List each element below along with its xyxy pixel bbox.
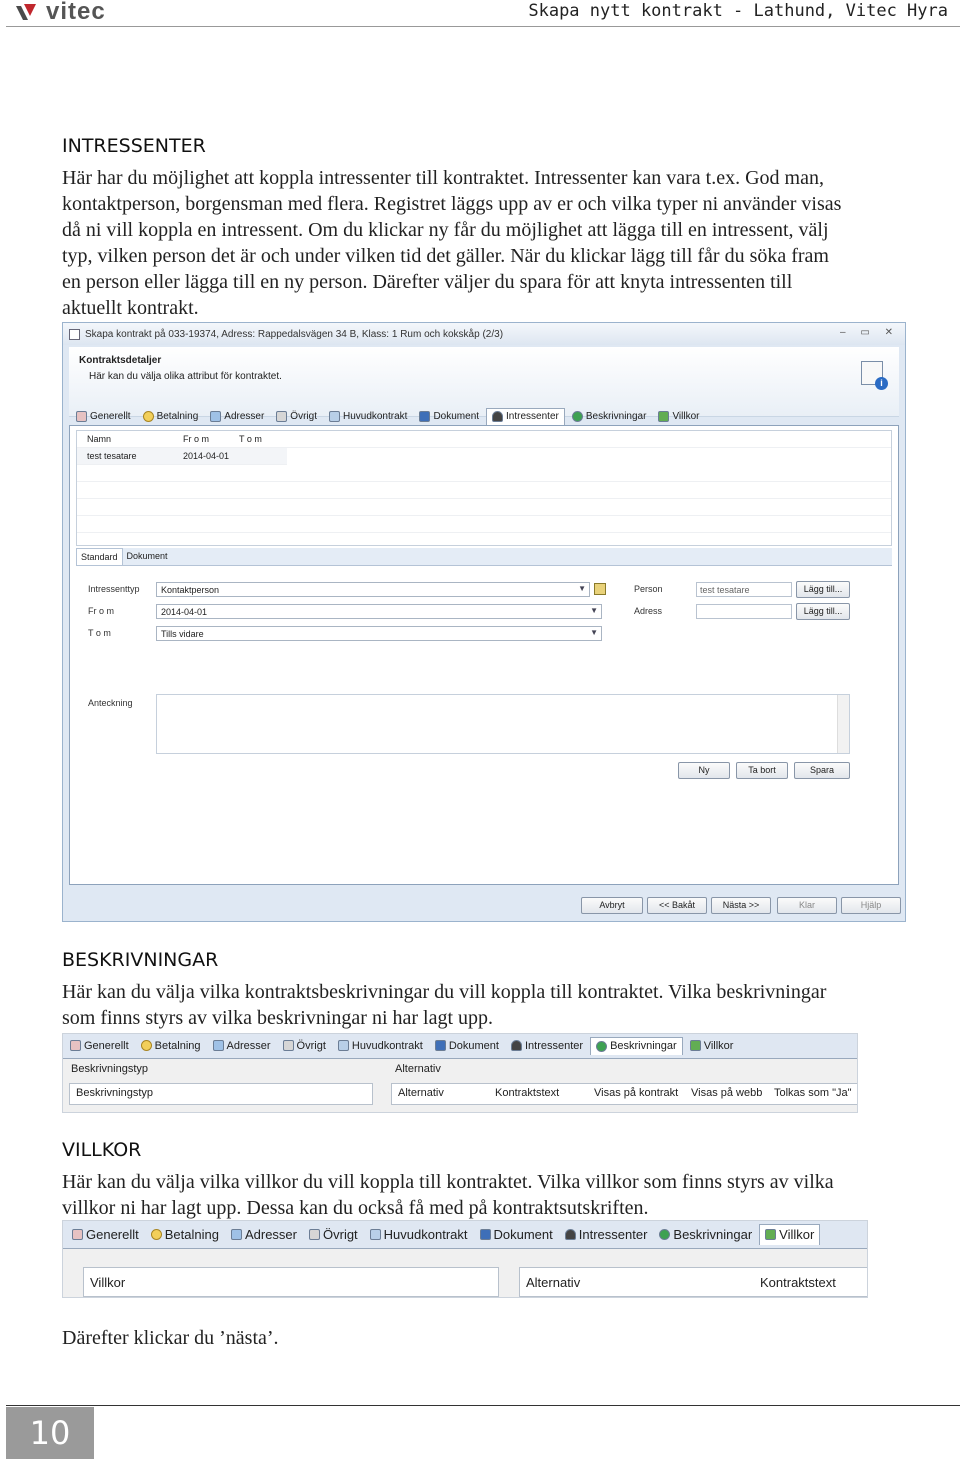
- tab-label: Generellt: [90, 411, 131, 422]
- tab-dokument[interactable]: [430, 1038, 504, 1055]
- coin-icon: [143, 411, 154, 422]
- text-line: typ, vilken person det är och under vilken tid det gäller. När du klickar lägg till får du söka fram: [62, 245, 829, 267]
- beskrivningstyp-column[interactable]: Beskrivningstyp: [69, 1083, 373, 1105]
- logo-text: vitec: [46, 0, 106, 25]
- lagg-till-person-button[interactable]: Lägg till...: [796, 581, 850, 598]
- wizard-title: Kontraktsdetaljer: [79, 355, 162, 366]
- header-divider: [6, 26, 960, 27]
- misc-icon: [276, 411, 287, 422]
- contract-wizard-window: [62, 322, 906, 922]
- tab-generellt[interactable]: [67, 1225, 144, 1245]
- tab-panel-intressenter: [69, 425, 899, 885]
- address-icon: [231, 1229, 242, 1240]
- contract-icon: [338, 1040, 349, 1051]
- avbryt-button[interactable]: Avbryt: [581, 897, 643, 914]
- text-line: som finns styrs av vilka beskrivningar ni har lagt upp.: [62, 1007, 494, 1029]
- text-line: en person eller lägga till en ny person. Därefter väljer du spara för att knyta intressenten till: [62, 271, 793, 293]
- tom-label: T o m: [88, 628, 111, 638]
- tab-label: Beskrivningar: [585, 411, 647, 422]
- tab-label: Dokument: [448, 1039, 499, 1052]
- document-icon: [480, 1229, 491, 1240]
- tab-label: Huvudkontrakt: [342, 411, 408, 422]
- coin-icon: [141, 1040, 152, 1051]
- tab-villkor[interactable]: [653, 409, 704, 425]
- checklist-icon: [765, 1229, 776, 1240]
- tab-label: Intressenter: [578, 1226, 648, 1242]
- text-line: villkor ni har lagt upp. Dessa kan du också få med på kontraktsutskriften.: [62, 1197, 649, 1219]
- tab-beskrivningar[interactable]: [590, 1037, 683, 1055]
- tab-label: Adresser: [244, 1226, 297, 1242]
- column-header: Fr o m: [183, 434, 209, 444]
- text-line: kontaktperson, borgensman med flera. Registret läggs upp av er och vilka typer ni använder visas: [62, 193, 842, 215]
- tab-intressenter[interactable]: [506, 1038, 588, 1055]
- section-heading-intressenter: INTRESSENTER: [62, 135, 206, 157]
- info-document-icon: [861, 361, 883, 385]
- person-icon: [565, 1229, 576, 1240]
- tab-dokument[interactable]: [475, 1225, 558, 1245]
- address-icon: [213, 1040, 224, 1051]
- person-field[interactable]: test tesatare: [696, 582, 792, 597]
- villkor-column[interactable]: Villkor: [83, 1267, 499, 1297]
- text-line: då ni vill koppla en intressent. Om du klickar ny får du möjlighet att lägga till en intressent, välj: [62, 219, 829, 241]
- hjalp-button[interactable]: Hjälp: [841, 897, 901, 914]
- tab-label: Intressenter: [524, 1039, 584, 1052]
- chevron-down-icon: ▼: [590, 606, 598, 615]
- group-alternativ: Alternativ: [395, 1063, 441, 1075]
- page-header: [0, 0, 960, 28]
- group-beskrivningstyp: Beskrivningstyp: [71, 1063, 149, 1075]
- column-header[interactable]: Visas på kontrakt: [594, 1087, 679, 1099]
- wizard-footer: [69, 889, 899, 917]
- closing-text: Därefter klickar du ’nästa’.: [62, 1327, 279, 1349]
- anteckning-textarea[interactable]: [156, 694, 850, 754]
- tab-label: Adresser: [224, 411, 265, 422]
- table-row[interactable]: [77, 448, 287, 465]
- tab-strip: [63, 1034, 857, 1059]
- tab-label: Generellt: [84, 1039, 129, 1052]
- tab-label: Villkor: [779, 1227, 815, 1242]
- cell-namn: test tesatare: [87, 451, 137, 461]
- tab-beskrivningar[interactable]: [654, 1225, 757, 1245]
- tab-dokument[interactable]: [414, 409, 484, 425]
- coin-icon: [151, 1229, 162, 1240]
- misc-icon: [283, 1040, 294, 1051]
- tab-label: Villkor: [672, 411, 700, 422]
- tab-adresser[interactable]: [208, 1038, 276, 1055]
- tab-betalning[interactable]: [146, 1225, 224, 1245]
- tab-label: Huvudkontrakt: [383, 1226, 468, 1242]
- text-line: Här har du möjlighet att koppla intressenter till kontraktet. Intressenter kan vara t.ex. God man,: [62, 167, 824, 189]
- adress-field[interactable]: [696, 604, 792, 619]
- column-header[interactable]: Alternativ: [398, 1087, 444, 1099]
- tab-villkor[interactable]: [685, 1038, 739, 1055]
- tab-label: Övrigt: [323, 1226, 358, 1242]
- tom-date-picker[interactable]: [156, 626, 602, 641]
- tab-label: Övrigt: [290, 411, 317, 422]
- tab-label: Beskrivningar: [610, 1040, 677, 1052]
- tab-label: Huvudkontrakt: [351, 1039, 423, 1052]
- document-title: Skapa nytt kontrakt - Lathund, Vitec Hyra: [528, 1, 948, 21]
- alternativ-columns: [519, 1267, 868, 1297]
- section-heading-beskrivningar: BESKRIVNINGAR: [62, 949, 219, 971]
- vitec-logo: [14, 0, 106, 25]
- column-header[interactable]: Kontraktstext: [495, 1087, 560, 1099]
- vitec-logo-icon: [14, 2, 38, 22]
- generellt-icon: [76, 411, 87, 422]
- alternativ-columns: [391, 1083, 858, 1105]
- text-line: aktuellt kontrakt.: [62, 297, 199, 319]
- misc-icon: [309, 1229, 320, 1240]
- tab-label: Övrigt: [296, 1039, 326, 1052]
- column-header[interactable]: Visas på webb: [691, 1087, 763, 1099]
- column-header[interactable]: Alternativ: [526, 1275, 581, 1290]
- tab-strip: [63, 1221, 867, 1249]
- empty-row: [77, 516, 891, 533]
- tab-betalning[interactable]: [138, 409, 204, 425]
- generellt-icon: [70, 1040, 81, 1051]
- tab-huvudkontrakt[interactable]: [333, 1038, 428, 1055]
- tab-label: Beskrivningar: [673, 1226, 753, 1242]
- lagg-till-adress-button[interactable]: Lägg till...: [796, 603, 850, 620]
- adress-label: Adress: [634, 606, 663, 616]
- intressenttyp-select[interactable]: [156, 582, 590, 597]
- tab-label: Villkor: [703, 1039, 734, 1052]
- tab-generellt[interactable]: [71, 409, 136, 425]
- select-value: Kontaktperson: [161, 585, 220, 595]
- from-date-picker[interactable]: [156, 604, 602, 619]
- person-icon: [492, 411, 503, 422]
- window-titlebar: [63, 323, 905, 345]
- empty-row: [77, 465, 891, 482]
- villkor-screenshot: [62, 1220, 868, 1298]
- ta-bort-button[interactable]: Ta bort: [736, 762, 788, 779]
- empty-row: [77, 482, 891, 499]
- section-heading-villkor: VILLKOR: [62, 1139, 142, 1161]
- cell-from: 2014-04-01: [183, 451, 230, 461]
- intressenter-text: [62, 165, 912, 321]
- chevron-down-icon: ▼: [578, 584, 586, 593]
- page-number: 10: [6, 1407, 94, 1459]
- generellt-icon: [72, 1229, 83, 1240]
- person-label: Person: [634, 584, 663, 594]
- wizard-subtitle: Här kan du välja olika attribut för kontraktet.: [89, 371, 282, 382]
- document-icon: [419, 411, 430, 422]
- tab-label: Betalning: [156, 411, 199, 422]
- tab-generellt[interactable]: [65, 1038, 134, 1055]
- tab-label: Betalning: [164, 1226, 219, 1242]
- beskrivningar-screenshot: [62, 1033, 858, 1113]
- tab-betalning[interactable]: [136, 1038, 206, 1055]
- person-icon: [511, 1040, 522, 1051]
- tab-villkor[interactable]: [759, 1224, 820, 1245]
- anteckning-label: Anteckning: [88, 698, 133, 708]
- subtab-dokument[interactable]: Dokument: [126, 551, 168, 561]
- tab-label: Dokument: [433, 411, 480, 422]
- app-icon: [69, 329, 80, 340]
- tree-icon: [596, 1041, 607, 1052]
- tab-label: Generellt: [86, 1226, 139, 1242]
- chevron-down-icon: ▼: [590, 628, 598, 637]
- edit-list-icon[interactable]: [594, 583, 606, 595]
- from-label: Fr o m: [88, 606, 114, 616]
- tab-label: Betalning: [154, 1039, 201, 1052]
- tab-label: Intressenter: [506, 411, 559, 422]
- text-line: Här kan du välja vilka kontraktsbeskrivningar du vill koppla till kontraktet. Vilka beskrivningar: [62, 981, 827, 1003]
- tree-icon: [659, 1229, 670, 1240]
- intressent-list[interactable]: [76, 430, 892, 546]
- address-icon: [210, 411, 221, 422]
- tab-intressenter[interactable]: [560, 1225, 653, 1245]
- empty-row: [77, 499, 891, 516]
- checklist-icon: [658, 411, 669, 422]
- ny-button[interactable]: Ny: [678, 762, 730, 779]
- tab-adresser[interactable]: [205, 409, 269, 425]
- select-value: 2014-04-01: [161, 607, 208, 617]
- column-header[interactable]: Tolkas som "Ja": [774, 1087, 852, 1099]
- tab-ovrigt[interactable]: [271, 409, 322, 425]
- spara-button[interactable]: Spara: [794, 762, 850, 779]
- sub-tabs: [76, 548, 892, 566]
- text-line: Här kan du välja vilka villkor du vill koppla till kontraktet. Vilka villkor som finns styrs av vilka: [62, 1171, 834, 1193]
- nasta-button[interactable]: Nästa >>: [711, 897, 771, 914]
- checklist-icon: [690, 1040, 701, 1051]
- tab-label: Adresser: [226, 1039, 271, 1052]
- wizard-tabs: [71, 403, 897, 425]
- intressenttyp-label: Intressenttyp: [88, 584, 140, 594]
- villkor-text: [62, 1169, 912, 1221]
- tab-ovrigt[interactable]: [278, 1038, 331, 1055]
- tab-ovrigt[interactable]: [304, 1225, 363, 1245]
- tab-label: Dokument: [493, 1226, 553, 1242]
- tab-huvudkontrakt[interactable]: [324, 409, 412, 425]
- scrollbar[interactable]: [837, 695, 849, 753]
- window-title: Skapa kontrakt på 033-19374, Adress: Rappedalsvägen 34 B, Klass: 1 Rum och kokskåp (2/3): [85, 328, 504, 340]
- list-header: [77, 431, 891, 448]
- column-header: Namn: [87, 434, 112, 444]
- beskrivningar-text: [62, 979, 912, 1031]
- window-controls[interactable]: – ▭ ✕: [840, 327, 899, 338]
- footer-divider: [6, 1405, 960, 1406]
- subtab-standard[interactable]: Standard: [76, 548, 123, 565]
- klar-button[interactable]: Klar: [777, 897, 837, 914]
- tab-intressenter[interactable]: [486, 408, 565, 425]
- contract-icon: [329, 411, 340, 422]
- column-header[interactable]: Kontraktstext: [760, 1275, 836, 1290]
- tab-huvudkontrakt[interactable]: [365, 1225, 473, 1245]
- column-header: T o m: [239, 434, 262, 444]
- contract-icon: [370, 1229, 381, 1240]
- tab-adresser[interactable]: [226, 1225, 302, 1245]
- document-icon: [435, 1040, 446, 1051]
- bakat-button[interactable]: << Bakåt: [647, 897, 707, 914]
- select-value: Tills vidare: [161, 629, 204, 639]
- tree-icon: [572, 411, 583, 422]
- tab-beskrivningar[interactable]: [567, 409, 652, 425]
